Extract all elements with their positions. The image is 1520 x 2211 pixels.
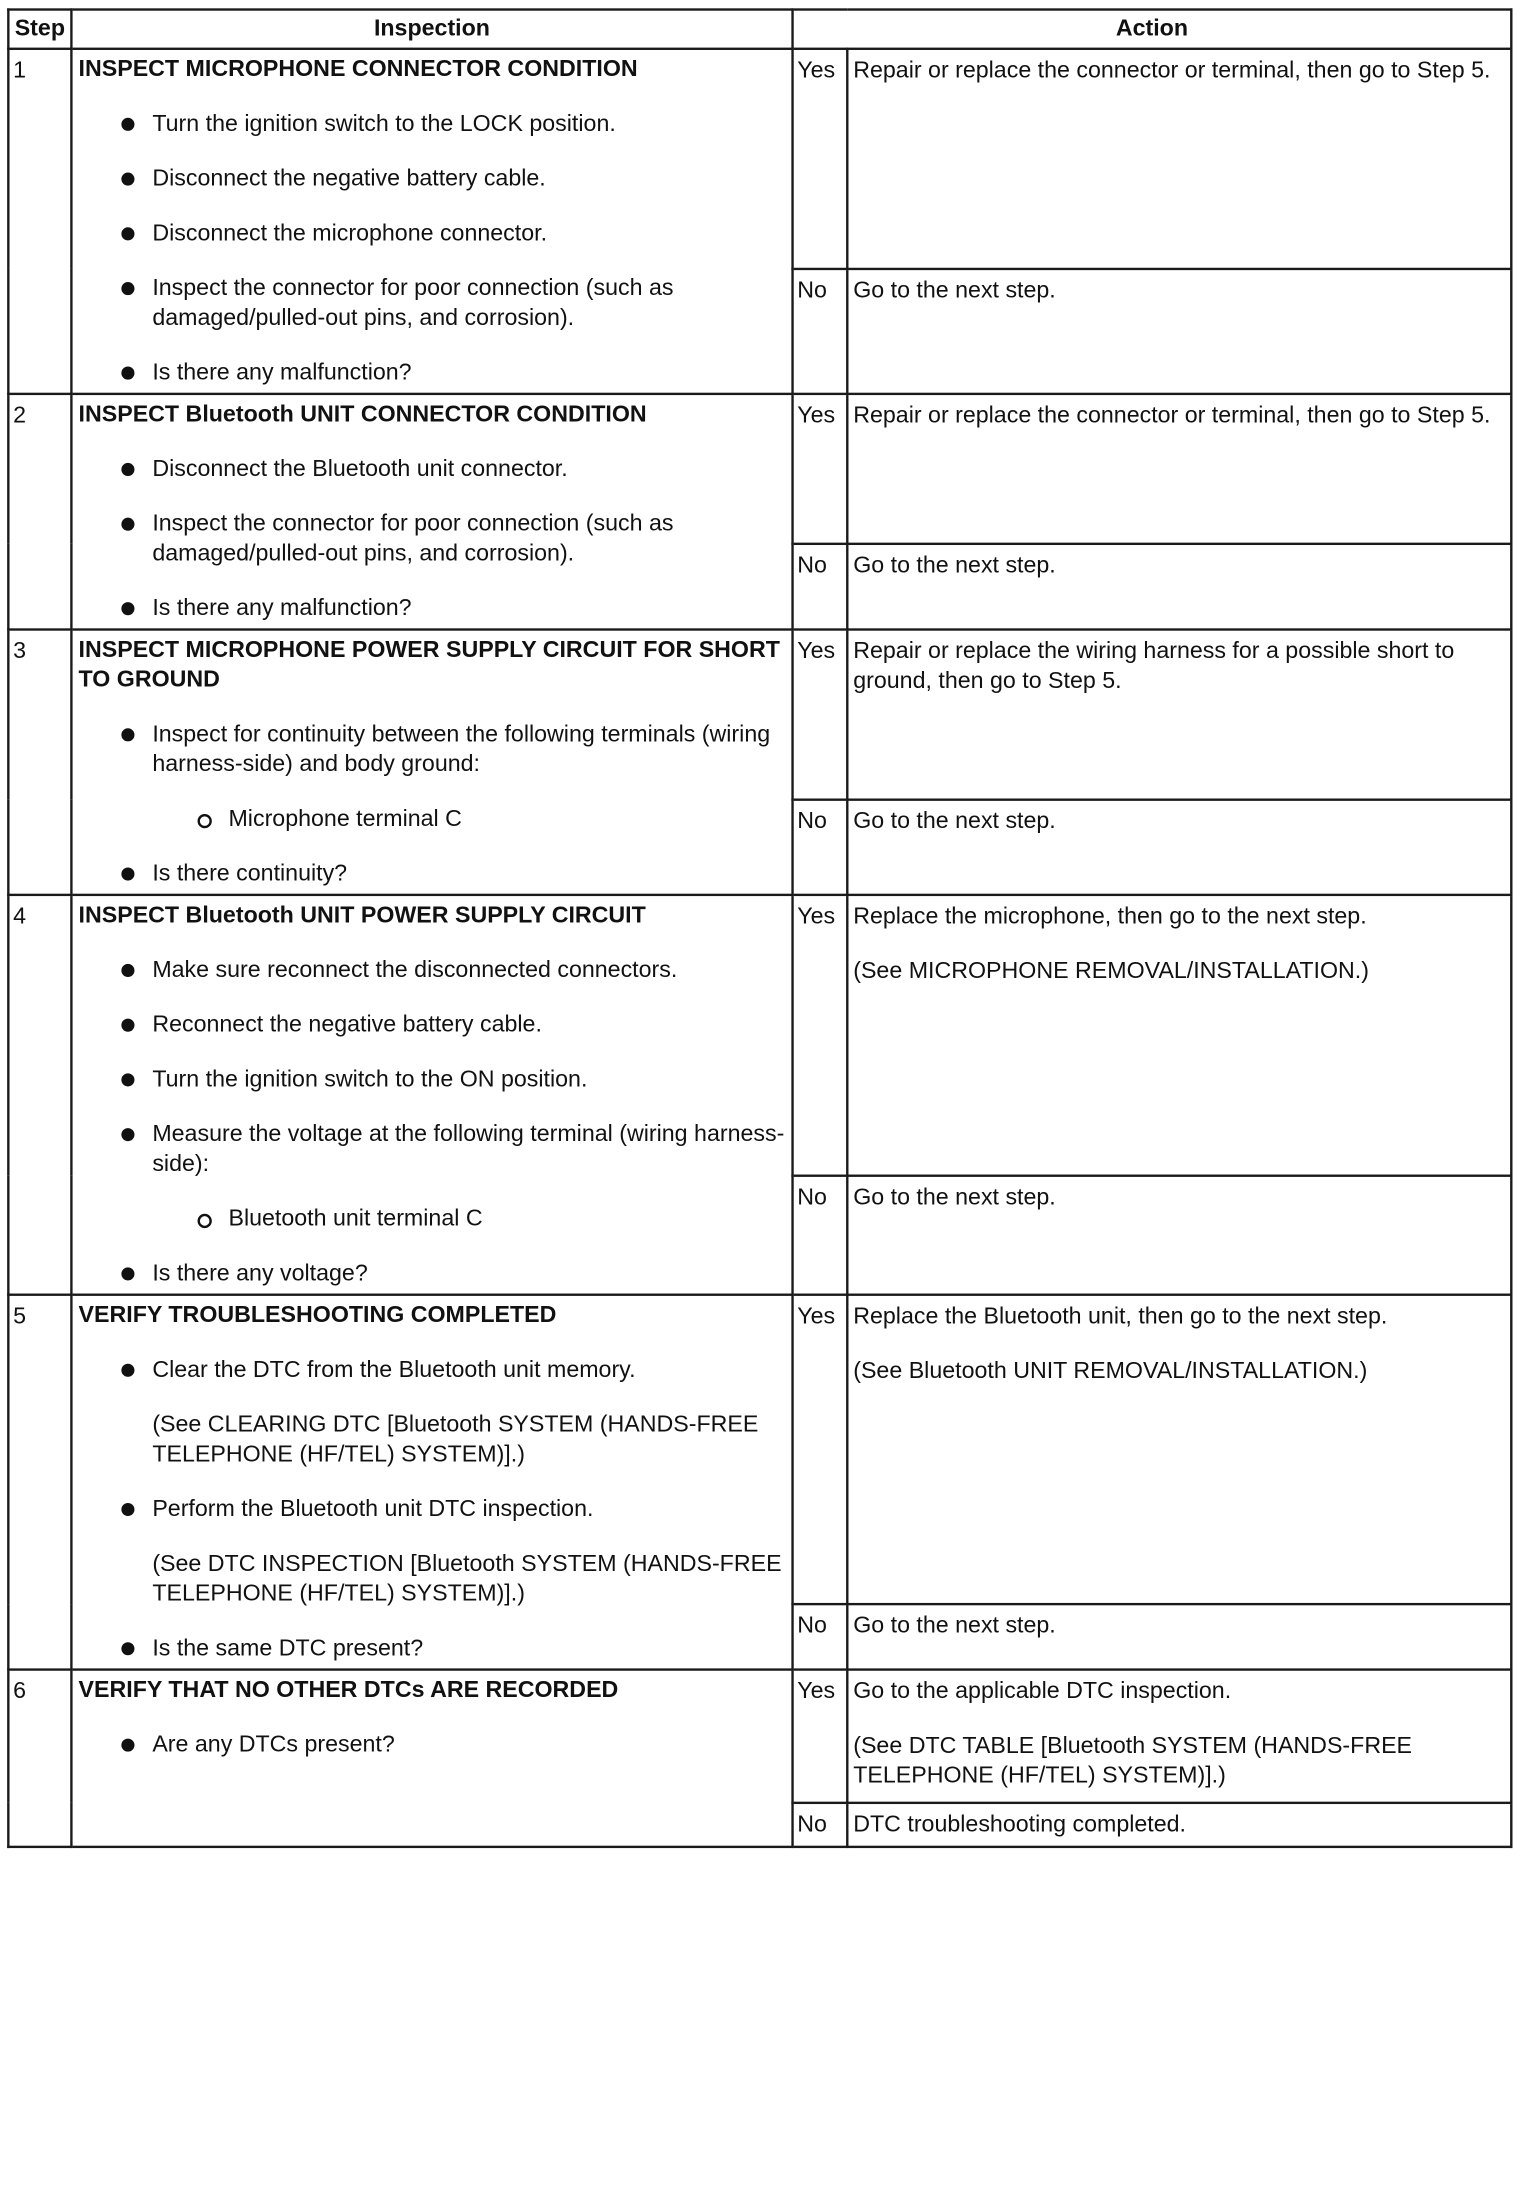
yes-label: Yes xyxy=(793,1295,848,1604)
inspection-column-header: Inspection xyxy=(71,10,792,49)
yes-label: Yes xyxy=(793,630,848,800)
no-label: No xyxy=(793,1604,848,1669)
inspection-item: Disconnect the negative battery cable. xyxy=(79,164,786,194)
table-row xyxy=(8,394,1511,544)
inspection-title: INSPECT MICROPHONE CONNECTOR CONDITION xyxy=(78,55,638,83)
inspection-item: Is there any malfunction? xyxy=(79,594,786,624)
inspection-item: Is the same DTC present? xyxy=(79,1634,786,1664)
inspection-item: Inspect the connector for poor connection (such as damaged/pulled-out pins, and corrosion). xyxy=(79,274,786,334)
troubleshooting-table xyxy=(7,8,1512,1848)
inspection-subitem: Microphone terminal C xyxy=(79,804,786,834)
step-number: 1 xyxy=(8,49,71,394)
inspection-item: Is there any malfunction? xyxy=(79,358,786,388)
no-action: Go to the next step. xyxy=(847,1176,1511,1295)
inspection-item: Inspect the connector for poor connection (such as damaged/pulled-out pins, and corrosion). xyxy=(79,509,786,568)
step-column-header: Step xyxy=(8,10,71,49)
inspection-subitem: Bluetooth unit terminal C xyxy=(79,1204,786,1234)
inspection-cell xyxy=(71,394,792,630)
yes-action-reference: (See MICROPHONE REMOVAL/INSTALLATION.) xyxy=(853,957,1370,985)
inspection-item: Make sure reconnect the disconnected connectors. xyxy=(79,956,786,986)
inspection-cell xyxy=(71,630,792,895)
no-label: No xyxy=(793,1176,848,1295)
inspection-title: VERIFY THAT NO OTHER DTCs ARE RECORDED xyxy=(78,1676,619,1703)
yes-action-reference: (See DTC TABLE [Bluetooth SYSTEM (HANDS-FREE TELEPHONE (HF/TEL) SYSTEM)].) xyxy=(853,1732,1413,1789)
no-label: No xyxy=(793,269,848,394)
no-label: No xyxy=(793,800,848,895)
step-number: 6 xyxy=(8,1670,71,1847)
yes-action: Repair or replace the connector or terminal, then go to Step 5. xyxy=(847,394,1511,544)
step-number: 5 xyxy=(8,1295,71,1670)
yes-action: Repair or replace the connector or terminal, then go to Step 5. xyxy=(847,49,1511,269)
inspection-title: INSPECT Bluetooth UNIT CONNECTOR CONDITION xyxy=(78,401,647,428)
inspection-title: VERIFY TROUBLESHOOTING COMPLETED xyxy=(78,1301,557,1329)
inspection-item: Are any DTCs present? xyxy=(79,1730,786,1760)
table-row xyxy=(8,49,1511,269)
inspection-reference: (See DTC INSPECTION [Bluetooth SYSTEM (HANDS-FREE TELEPHONE (HF/TEL) SYSTEM)].) xyxy=(152,1550,782,1607)
inspection-item: Reconnect the negative battery cable. xyxy=(79,1010,786,1040)
yes-label: Yes xyxy=(793,394,848,544)
yes-label: Yes xyxy=(793,895,848,1176)
table-row xyxy=(8,630,1511,800)
inspection-title: INSPECT Bluetooth UNIT POWER SUPPLY CIRCUIT xyxy=(78,902,646,929)
no-action: Go to the next step. xyxy=(847,269,1511,394)
no-action: DTC troubleshooting completed. xyxy=(847,1803,1511,1847)
inspection-item: Inspect for continuity between the following terminals (wiring harness-side) and body ground: xyxy=(79,720,786,780)
no-action: Go to the next step. xyxy=(847,544,1511,630)
yes-action: Go to the applicable DTC inspection. xyxy=(853,1677,1232,1705)
action-column-header: Action xyxy=(793,10,1512,49)
inspection-cell xyxy=(71,895,792,1295)
yes-action-cell xyxy=(847,1670,1511,1803)
yes-label: Yes xyxy=(793,1670,848,1803)
inspection-item: Disconnect the Bluetooth unit connector. xyxy=(79,455,786,485)
inspection-title: INSPECT MICROPHONE POWER SUPPLY CIRCUIT FOR SHORT TO GROUND xyxy=(78,636,780,693)
step-number: 2 xyxy=(8,394,71,630)
yes-action-cell xyxy=(847,895,1511,1176)
inspection-cell xyxy=(71,1670,792,1847)
no-action: Go to the next step. xyxy=(847,1604,1511,1669)
inspection-item: Clear the DTC from the Bluetooth unit memory. xyxy=(79,1355,786,1385)
yes-action-reference: (See Bluetooth UNIT REMOVAL/INSTALLATION.) xyxy=(853,1357,1368,1384)
no-label: No xyxy=(793,544,848,630)
table-header-row xyxy=(8,10,1511,49)
inspection-cell xyxy=(71,1295,792,1670)
inspection-item: Is there continuity? xyxy=(79,859,786,889)
yes-action-cell xyxy=(847,1295,1511,1604)
inspection-item: Turn the ignition switch to the LOCK position. xyxy=(79,109,786,139)
inspection-item: Turn the ignition switch to the ON position. xyxy=(79,1065,786,1095)
table-row xyxy=(8,895,1511,1176)
step-number: 3 xyxy=(8,630,71,895)
yes-action: Repair or replace the wiring harness for a possible short to ground, then go to Step 5. xyxy=(847,630,1511,800)
yes-label: Yes xyxy=(793,49,848,269)
table-row xyxy=(8,1295,1511,1604)
step-number: 4 xyxy=(8,895,71,1295)
inspection-item: Measure the voltage at the following terminal (wiring harness-side): xyxy=(79,1120,786,1180)
inspection-cell xyxy=(71,49,792,394)
inspection-item: Disconnect the microphone connector. xyxy=(79,219,786,249)
inspection-reference: (See CLEARING DTC [Bluetooth SYSTEM (HANDS-FREE TELEPHONE (HF/TEL) SYSTEM)].) xyxy=(152,1411,759,1468)
inspection-item: Is there any voltage? xyxy=(79,1259,786,1289)
yes-action: Replace the microphone, then go to the next step. xyxy=(853,903,1367,930)
table-row xyxy=(8,1670,1511,1803)
no-label: No xyxy=(793,1803,848,1847)
yes-action: Replace the Bluetooth unit, then go to the next step. xyxy=(853,1303,1388,1330)
inspection-item: Perform the Bluetooth unit DTC inspection. xyxy=(79,1495,786,1525)
no-action: Go to the next step. xyxy=(847,800,1511,895)
